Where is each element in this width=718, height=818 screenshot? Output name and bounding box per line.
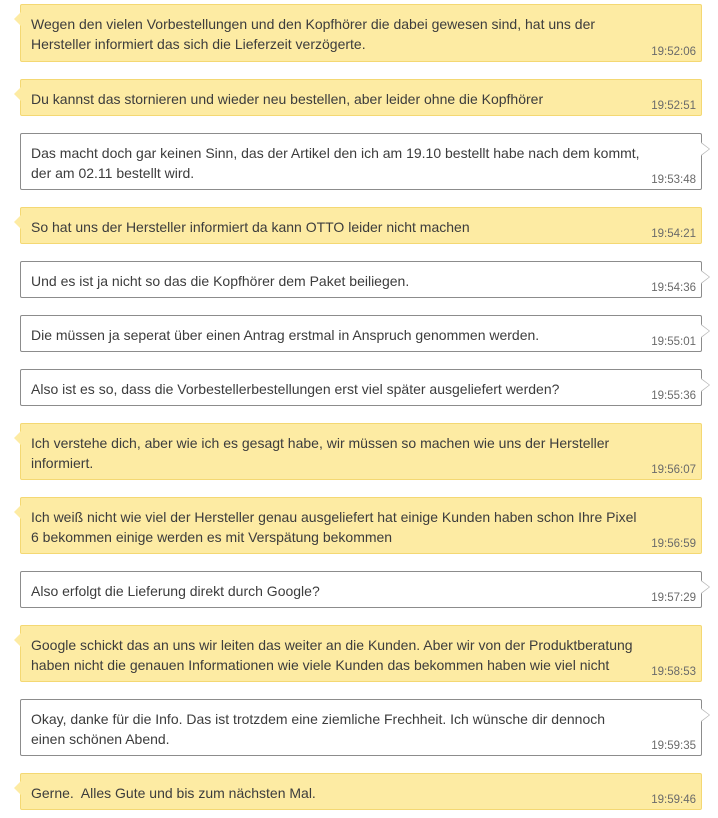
customer-message — [20, 133, 702, 190]
customer-message — [20, 571, 702, 608]
message-timestamp: 19:58:53 — [651, 666, 696, 678]
customer-message — [20, 315, 702, 352]
agent-message — [20, 773, 702, 810]
message-text: Google schickt das an uns wir leiten das weiter an die Kunden. Aber wir von der Produktberatung haben nicht die genauen Informationen wie viele Kunden das bekommen haben wie viel nicht — [31, 637, 633, 673]
message-text: Und es ist ja nicht so das die Kopfhörer dem Paket beiliegen. — [31, 273, 410, 289]
message-timestamp: 19:52:51 — [651, 100, 696, 112]
message-text: Okay, danke für die Info. Das ist trotzdem eine ziemliche Frechheit. Ich wünsche dir dennoch einen schönen Abend. — [31, 711, 606, 747]
message-timestamp: 19:53:48 — [651, 174, 696, 186]
agent-message — [20, 625, 702, 682]
message-text: Das macht doch gar keinen Sinn, das der Artikel den ich am 19.10 bestellt habe nach dem kommt, der am 02.11 bestellt wird. — [31, 145, 640, 181]
message-timestamp: 19:55:01 — [651, 336, 696, 348]
message-timestamp: 19:52:06 — [651, 46, 696, 58]
message-text: Ich verstehe dich, aber wie ich es gesagt habe, wir müssen so machen wie uns der Hersteller informiert. — [31, 435, 610, 471]
message-timestamp: 19:57:29 — [651, 592, 696, 604]
message-timestamp: 19:54:21 — [651, 228, 696, 240]
message-text: Die müssen ja seperat über einen Antrag erstmal in Anspruch genommen werden. — [31, 327, 540, 343]
message-text: Also ist es so, dass die Vorbestellerbestellungen erst viel später ausgeliefert werden? — [31, 381, 560, 397]
agent-message — [20, 4, 702, 62]
agent-message — [20, 79, 702, 116]
agent-message — [20, 207, 702, 244]
message-timestamp: 19:56:59 — [651, 538, 696, 550]
agent-message — [20, 423, 702, 480]
message-text: So hat uns der Hersteller informiert da kann OTTO leider nicht machen — [31, 219, 470, 235]
message-timestamp: 19:59:46 — [651, 794, 696, 806]
message-timestamp: 19:55:36 — [651, 390, 696, 402]
customer-message — [20, 699, 702, 756]
agent-message — [20, 497, 702, 554]
message-text: Also erfolgt die Lieferung direkt durch Google? — [31, 583, 320, 599]
message-text: Gerne. Alles Gute und bis zum nächsten Mal. — [31, 785, 316, 801]
message-timestamp: 19:59:35 — [651, 740, 696, 752]
customer-message — [20, 261, 702, 298]
message-timestamp: 19:54:36 — [651, 282, 696, 294]
message-text: Du kannst das stornieren und wieder neu bestellen, aber leider ohne die Kopfhörer — [31, 91, 544, 107]
message-text: Ich weiß nicht wie viel der Hersteller genau ausgeliefert hat einige Kunden haben schon Ihre Pixel 6 bekommen einige werden es mit Verspätung bekommen — [31, 509, 637, 545]
customer-message — [20, 369, 702, 406]
message-timestamp: 19:56:07 — [651, 464, 696, 476]
message-text: Wegen den vielen Vorbestellungen und den Kopfhörer die dabei gewesen sind, hat uns der Hersteller informiert das sich die Lieferzeit verzögerte. — [31, 16, 596, 52]
